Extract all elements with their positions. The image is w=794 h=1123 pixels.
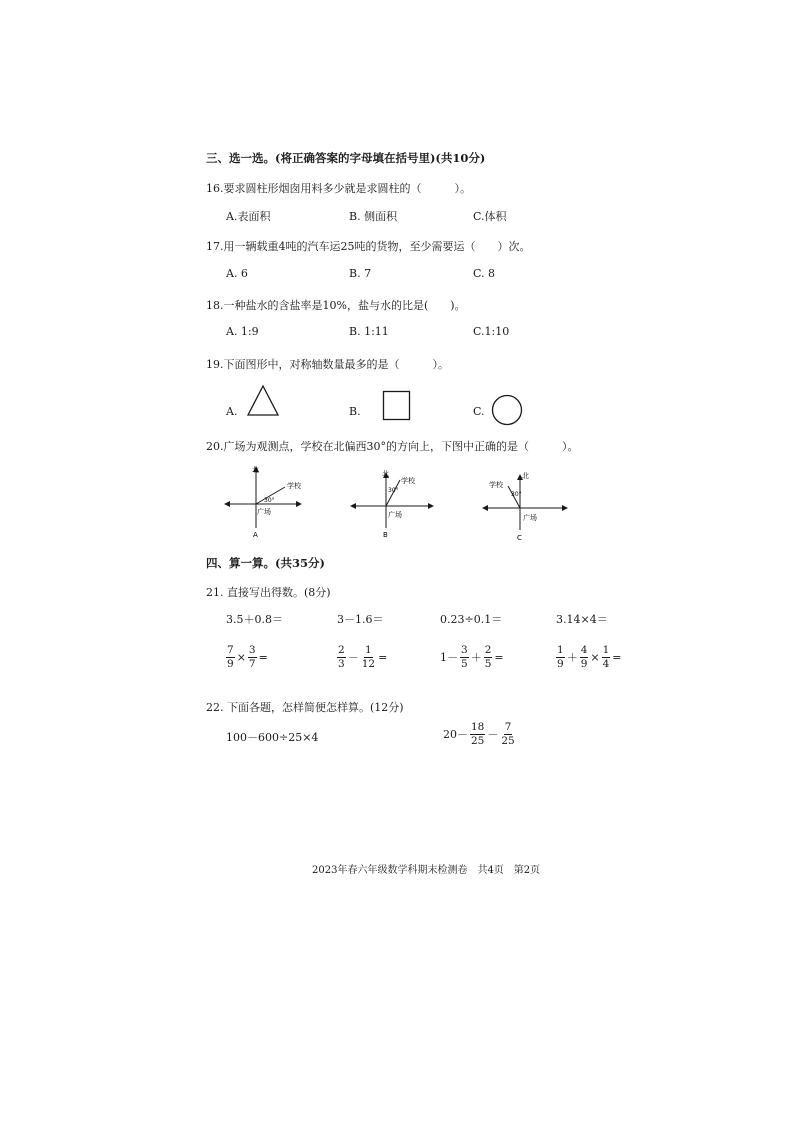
q21-expr-3: 0.23÷0.1＝ bbox=[440, 613, 503, 626]
diagram-b-north: 北 bbox=[382, 470, 389, 478]
q21-expr-6: $\frac{2}{3}$ － $\frac{1}{12}$ = bbox=[338, 644, 388, 670]
q22-expr-2: 20－ $\frac{18}{25}$ － $\frac{7}{25}$ bbox=[443, 721, 515, 747]
diagram-b-school: 学校 bbox=[401, 477, 415, 485]
fraction: $\frac{2}{5}$ bbox=[484, 644, 492, 670]
direction-diagram-b bbox=[348, 466, 438, 542]
fraction: $\frac{7}{9}$ bbox=[227, 644, 234, 670]
q16-option-a: A.表面积 bbox=[226, 210, 271, 223]
q19-option-a: A. bbox=[226, 405, 238, 418]
fraction: $\frac{1}{12}$ bbox=[361, 644, 376, 670]
diagram-c-north: 北 bbox=[522, 472, 529, 480]
question-22: 22. 下面各题，怎样简便怎样算。(12分) bbox=[206, 701, 404, 714]
circle-icon bbox=[490, 393, 524, 427]
q19-option-c: C. bbox=[473, 405, 485, 418]
diagram-c-plaza: 广场 bbox=[523, 514, 537, 522]
direction-diagram-a bbox=[222, 462, 312, 542]
q22-expr-1: 100－600÷25×4 bbox=[226, 731, 319, 744]
diagram-c-school: 学校 bbox=[489, 481, 503, 489]
page-footer: 2023年春六年级数学科期末检测卷 共4页 第2页 bbox=[312, 865, 541, 876]
diagram-a-angle: 30° bbox=[264, 497, 275, 504]
diagram-a-school: 学校 bbox=[287, 482, 301, 490]
question-17: 17.用一辆载重4吨的汽车运25吨的货物，至少需要运（ ）次。 bbox=[206, 240, 531, 253]
fraction: $\frac{2}{3}$ bbox=[338, 644, 345, 670]
q17-option-b: B. 7 bbox=[349, 267, 372, 280]
q19-option-b: B. bbox=[349, 405, 361, 418]
q16-option-c: C.体积 bbox=[473, 210, 507, 223]
question-18: 18.一种盐水的含盐率是10%，盐与水的比是( )。 bbox=[206, 299, 466, 312]
square-icon bbox=[382, 390, 412, 422]
fraction: $\frac{1}{4}$ bbox=[602, 644, 610, 670]
q18-option-b: B. 1:11 bbox=[349, 325, 389, 338]
question-21: 21. 直接写出得数。(8分) bbox=[206, 586, 331, 599]
question-20: 20.广场为观测点，学校在北偏西30°的方向上，下图中正确的是（ ）。 bbox=[206, 440, 579, 453]
fraction: $\frac{4}{9}$ bbox=[580, 644, 588, 670]
question-16: 16.要求圆柱形烟囱用料多少就是求圆柱的（ ）。 bbox=[206, 182, 471, 195]
diagram-c-label: C bbox=[517, 534, 522, 542]
q16-option-b: B. 侧面积 bbox=[349, 210, 398, 223]
fraction: $\frac{3}{7}$ bbox=[248, 644, 256, 670]
q17-option-c: C. 8 bbox=[473, 267, 496, 280]
q18-option-c: C.1:10 bbox=[473, 325, 510, 338]
diagram-a-label: A bbox=[253, 531, 258, 539]
q21-expr-2: 3－1.6＝ bbox=[337, 613, 384, 626]
triangle-icon bbox=[246, 384, 280, 418]
q21-expr-7: 1－ $\frac{3}{5}$ ＋ $\frac{2}{5}$ = bbox=[440, 644, 504, 670]
section-title-calculate: 四、算一算。(共35分) bbox=[206, 556, 325, 570]
diagram-b-label: B bbox=[383, 531, 388, 539]
diagram-b-angle: 30° bbox=[388, 487, 399, 494]
q18-option-a: A. 1:9 bbox=[226, 325, 259, 338]
section-title-choice: 三、选一选。(将正确答案的字母填在括号里)(共10分) bbox=[206, 151, 486, 165]
q21-expr-8: $\frac{1}{9}$ ＋ $\frac{4}{9}$ × $\frac{1}{4}$ = bbox=[557, 644, 622, 670]
q21-expr-4: 3.14×4＝ bbox=[556, 613, 608, 626]
diagram-b-plaza: 广场 bbox=[388, 511, 402, 519]
direction-diagram-c bbox=[480, 466, 570, 544]
diagram-a-north: 北 bbox=[252, 466, 259, 474]
diagram-a-plaza: 广场 bbox=[257, 508, 271, 516]
fraction: $\frac{18}{25}$ bbox=[471, 721, 485, 747]
q21-expr-5: $\frac{7}{9}$ × $\frac{3}{7}$ = bbox=[227, 644, 268, 670]
fraction: $\frac{7}{25}$ bbox=[501, 721, 515, 747]
q17-option-a: A. 6 bbox=[226, 267, 248, 280]
fraction: $\frac{3}{5}$ bbox=[461, 644, 468, 670]
q21-expr-1: 3.5＋0.8＝ bbox=[226, 613, 283, 626]
diagram-c-angle: 30° bbox=[511, 491, 522, 498]
question-19: 19.下面图形中，对称轴数量最多的是（ ）。 bbox=[206, 358, 449, 371]
fraction: $\frac{1}{9}$ bbox=[557, 644, 564, 670]
